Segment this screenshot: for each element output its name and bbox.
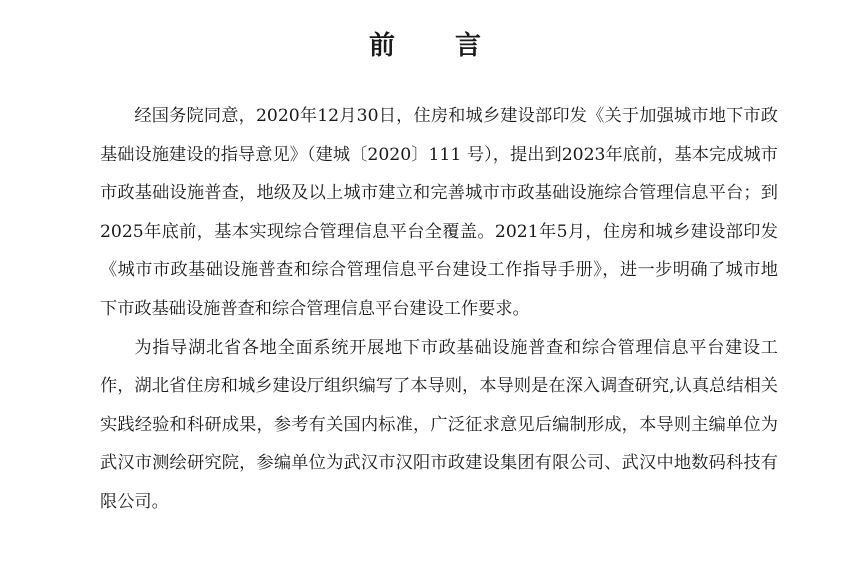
- title-char-2: 言: [455, 31, 482, 61]
- paragraph-1: 经国务院同意，2020年12月30日，住房和城乡建设部印发《关于加强城市地下市政基础设施建设的指导意见》（建城〔2020〕111 号），提出到2023年底前，基本完成城市市政基础设施普查，地级及以上城市建立和完善城市市政基础设施综合管理信息平台；到2025年底前，基本实现综合管理信息平台全覆盖。2021年5月，住房和城乡建设部印发《城市市政基础设施普查和综合管理信息平台建设工作指导手册》，进一步明确了城市地下市政基础设施普查和综合管理信息平台建设工作要求。: [100, 106, 778, 319]
- title-char-1: 前: [368, 31, 395, 61]
- page-title: [0, 26, 850, 66]
- preface-body: [100, 97, 778, 522]
- paragraph-2: 为指导湖北省各地全面系统开展地下市政基础设施普查和综合管理信息平台建设工作，湖北省住房和城乡建设厅组织编写了本导则，本导则是在深入调查研究,认真总结相关实践经验和科研成果，参考有关国内标准，广泛征求意见后编制形成，本导则主编单位为武汉市测绘研究院，参编单位为武汉市汉阳市政建设集团有限公司、武汉中地数码科技有限公司。: [100, 337, 778, 512]
